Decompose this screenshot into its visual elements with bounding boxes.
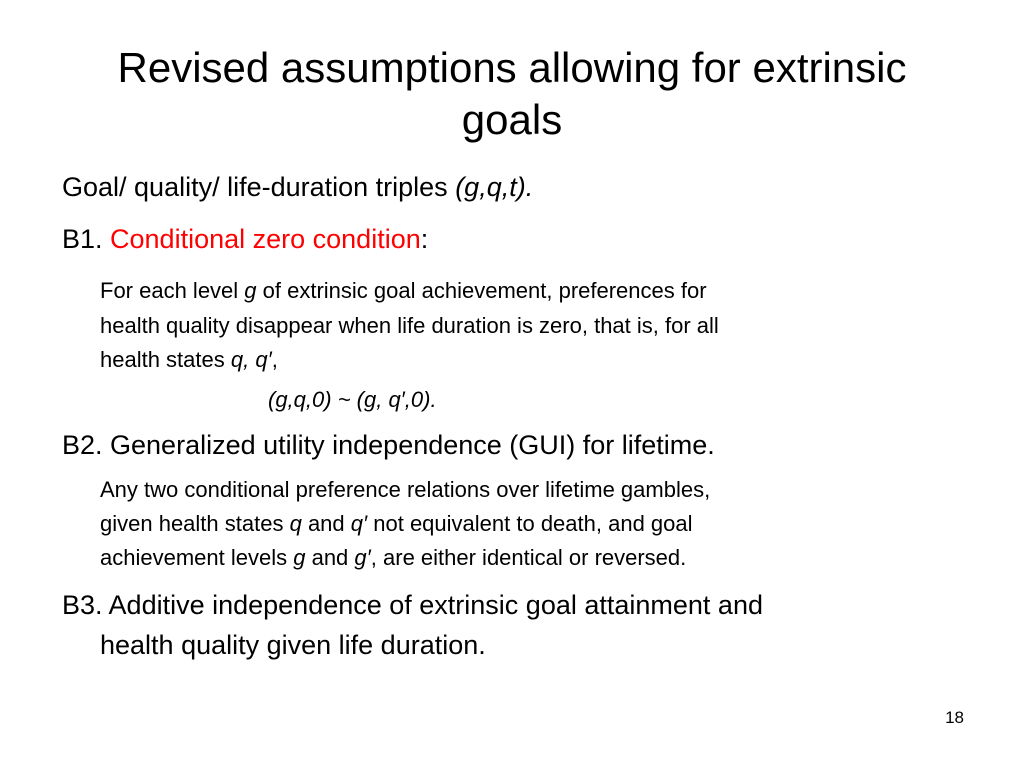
b1-colon: : [420, 224, 429, 254]
slide-title [40, 42, 984, 146]
b1-body-line-3 [100, 347, 278, 373]
b2-body-3a: achievement levels [100, 545, 294, 570]
b2-body-2q: q [289, 511, 302, 536]
b1-body-1g: g [244, 278, 257, 303]
b2-body-3c: , are either identical or reversed. [370, 545, 687, 570]
b3-line-1: B3. Additive independence of extrinsic goal attainment and [62, 590, 763, 620]
b2-body-3g: g [293, 545, 306, 570]
b2-body-2c: not equivalent to death, and goal [367, 511, 693, 536]
b1-formula: (g,q,0) ~ (g, q′,0). [268, 387, 437, 412]
page-number: 18 [945, 708, 964, 727]
b2-body-line-2 [100, 511, 693, 537]
intro-line [62, 172, 533, 203]
b2-body-3g2: g′ [354, 545, 371, 570]
b2-body-2b: and [301, 511, 351, 536]
intro-text: Goal/ quality/ life-duration triples [62, 172, 456, 202]
b1-body-line-1 [100, 278, 707, 304]
intro-triple: (g,q,t). [455, 172, 534, 202]
b1-body-3q: q, q′ [230, 347, 272, 372]
b1-name: Conditional zero condition [110, 224, 421, 254]
b2-body-line-1: Any two conditional preference relations over lifetime gambles, [100, 477, 711, 502]
title-line-1: Revised assumptions allowing for extrinsic [117, 44, 907, 91]
title-line-2: goals [461, 96, 563, 143]
b2-body-2a: given health states [100, 511, 290, 536]
b1-body-3a: health states [100, 347, 231, 372]
b1-body-1a: For each level [100, 278, 245, 303]
b1-label: B1. [62, 224, 111, 254]
b3-line-2: health quality given life duration. [100, 630, 486, 660]
b2-body-2q2: q′ [350, 511, 368, 536]
b1-body-line-2: health quality disappear when life duration is zero, that is, for all [100, 313, 719, 338]
b2-heading: B2. Generalized utility independence (GUI) for lifetime. [62, 430, 715, 460]
b2-body-3b: and [305, 545, 355, 570]
b1-body-3b: , [271, 347, 278, 372]
b2-body-line-3 [100, 545, 686, 571]
b1-heading [62, 224, 428, 255]
b1-body-1b: of extrinsic goal achievement, preferences for [256, 278, 707, 303]
